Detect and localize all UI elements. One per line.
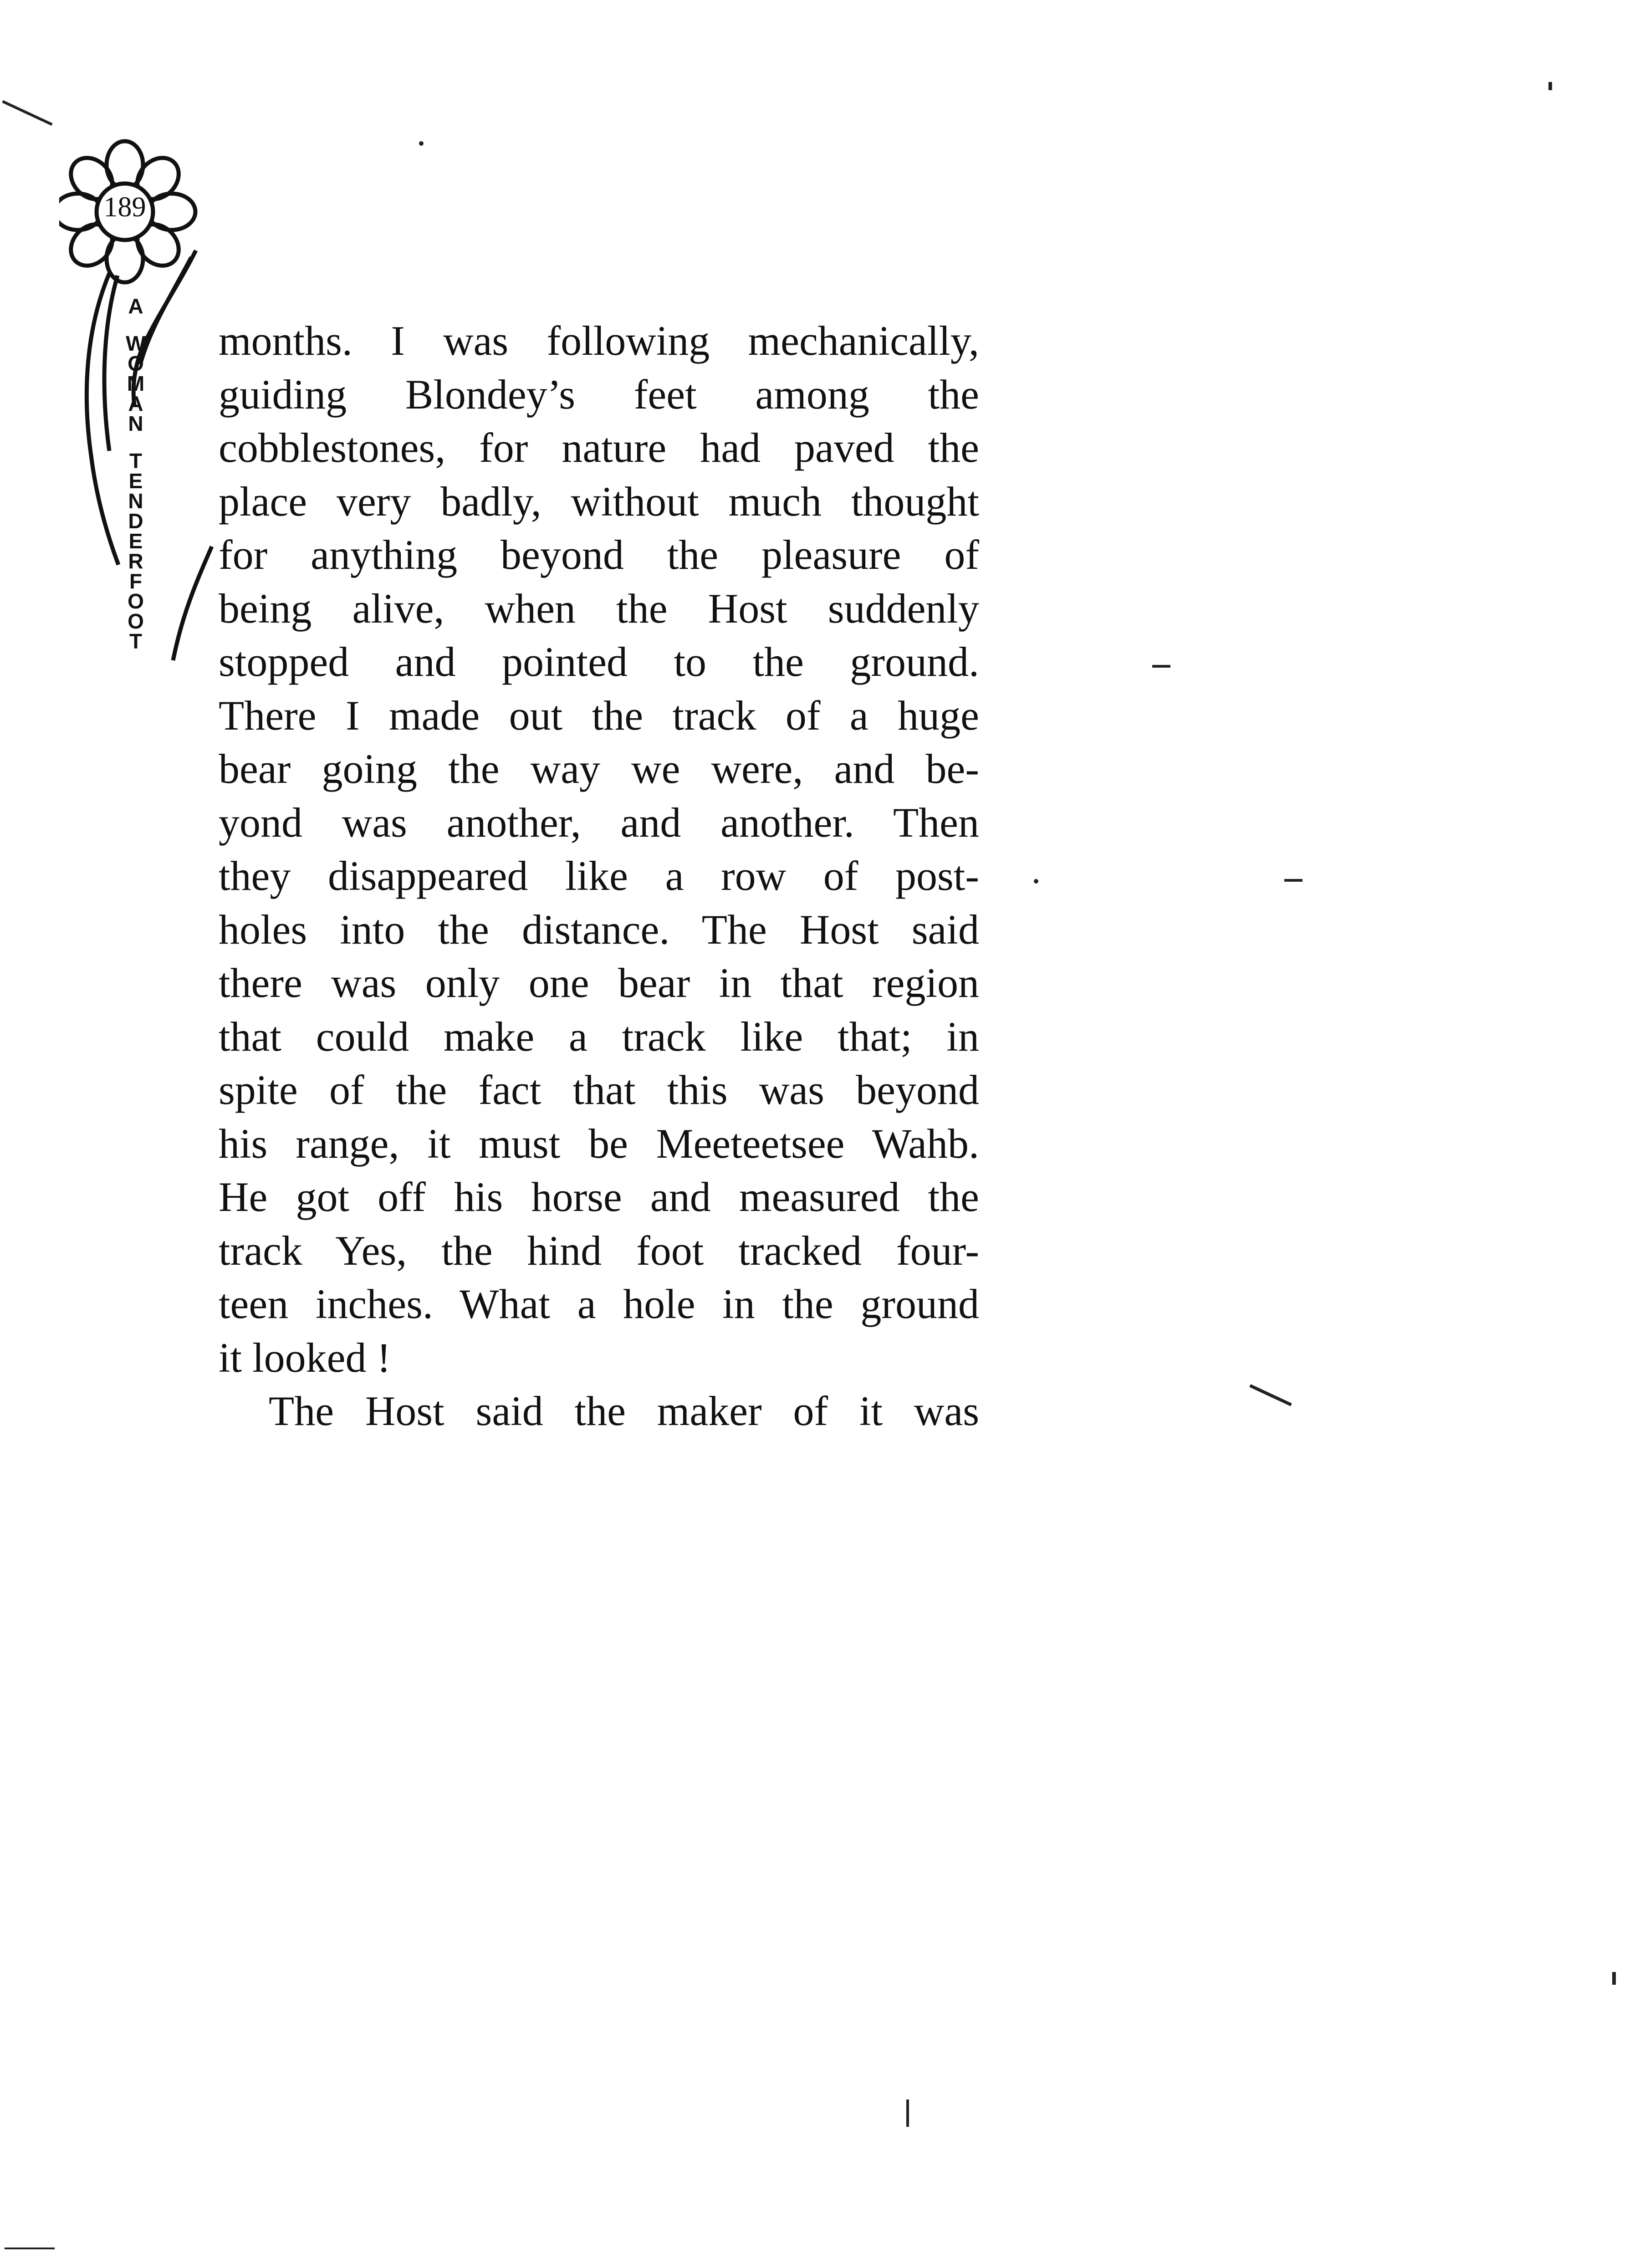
text-line: there was only one bear in that region	[219, 960, 979, 1006]
running-head-letter: A	[128, 392, 143, 415]
text-line: He got off his horse and measured the	[219, 1174, 979, 1220]
text-line: cobblestones, for nature had paved the	[219, 424, 979, 471]
running-head-letter: T	[129, 629, 143, 653]
scan-speck	[1152, 665, 1170, 668]
running-head-letter: F	[129, 569, 143, 593]
body-text	[219, 314, 979, 1438]
text-line: bear going the way we were, and be-	[219, 746, 979, 792]
scan-speck	[2, 100, 52, 126]
running-head-letter: O	[128, 609, 144, 633]
text-line: being alive, when the Host suddenly	[219, 585, 979, 632]
scan-speck	[906, 2099, 909, 2127]
paragraph	[219, 314, 979, 1384]
paragraph	[219, 1384, 979, 1438]
scan-speck	[1249, 1384, 1292, 1406]
page-number: 189	[103, 192, 146, 223]
running-head-word-2	[126, 333, 145, 434]
text-line: holes into the distance. The Host said	[219, 906, 979, 953]
text-line: track Yes, the hind foot tracked four-	[219, 1227, 979, 1274]
running-head-letter: N	[128, 489, 143, 513]
scan-speck	[5, 2248, 55, 2249]
scan-speck	[419, 141, 424, 146]
text-line: place very badly, without much thought	[219, 478, 979, 525]
text-line: that could make a track like that; in	[219, 1013, 979, 1060]
running-head	[122, 296, 149, 651]
text-line: spite of the fact that this was beyond	[219, 1067, 979, 1113]
text-line: yond was another, and another. Then	[219, 799, 979, 846]
running-head-letter: M	[127, 372, 145, 395]
running-head-letter: R	[128, 549, 143, 573]
text-line: There I made out the track of a huge	[219, 692, 979, 739]
text-line: his range, it must be Meeteetsee Wahb.	[219, 1120, 979, 1167]
running-head-letter: N	[128, 412, 143, 435]
scan-speck	[1548, 82, 1552, 90]
text-line: teen inches. What a hole in the ground	[219, 1281, 979, 1327]
text-line: stopped and pointed to the ground.	[219, 639, 979, 685]
text-line: The Host said the maker of it was	[269, 1388, 979, 1434]
text-line: months. I was following mechanically,	[219, 317, 979, 364]
scan-speck	[1612, 1972, 1616, 1985]
running-head-letter: D	[128, 509, 143, 533]
running-head-word-1	[128, 296, 143, 316]
running-head-letter: T	[129, 449, 143, 473]
scan-speck	[1034, 879, 1038, 884]
running-head-letter: O	[128, 589, 144, 613]
running-head-letter: E	[128, 529, 143, 553]
running-head-letter: W	[126, 332, 146, 355]
text-line: it looked !	[219, 1334, 391, 1381]
running-head-letter: E	[128, 469, 143, 493]
running-head-letter: A	[128, 294, 143, 318]
running-head-word-3	[128, 451, 144, 651]
scan-speck	[1284, 879, 1303, 882]
text-line: they disappeared like a row of post-	[219, 853, 979, 899]
running-head-letter: O	[128, 352, 144, 375]
text-line: for anything beyond the pleasure of	[219, 531, 979, 578]
text-line: guiding Blondey’s feet among the	[219, 371, 979, 418]
